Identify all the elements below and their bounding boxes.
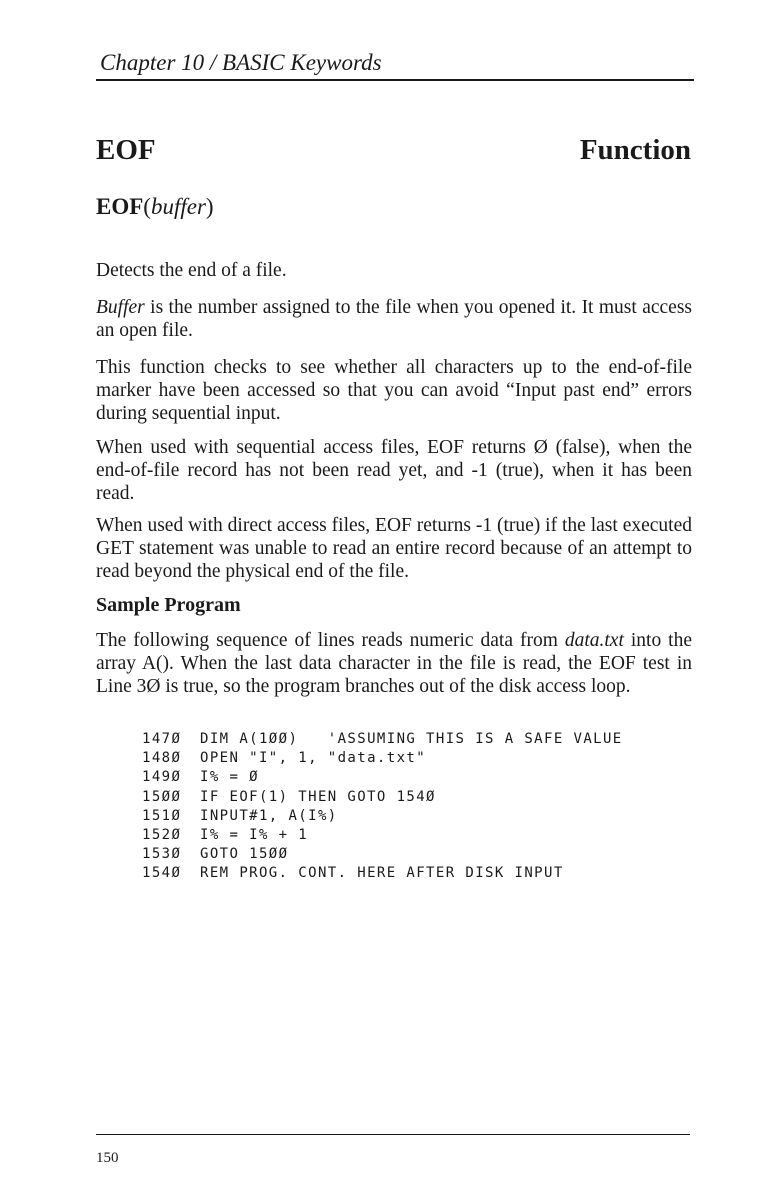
code-line-number: 147Ø xyxy=(142,731,182,747)
purpose-paragraph: This function checks to see whether all characters up to the end-of-file marker have been accessed so that you can avoid “Input past end” errors during sequential input. xyxy=(96,357,692,424)
code-line-number: 15ØØ xyxy=(142,788,182,805)
code-line-number: 153Ø xyxy=(142,846,182,863)
keyword-type: Function xyxy=(579,134,691,166)
code-line-number: 154Ø xyxy=(142,865,182,882)
buffer-term: Buffer xyxy=(96,297,145,318)
sample-program-heading: Sample Program xyxy=(96,594,241,616)
page-number: 150 xyxy=(96,1150,119,1166)
code-line xyxy=(142,749,623,768)
code-statement: OPEN "I", 1, "data.txt" xyxy=(200,750,427,767)
sample-intro-start: The following sequence of lines reads numeric data from xyxy=(96,630,565,651)
code-line-number: 151Ø xyxy=(142,807,182,824)
buffer-description: is the number assigned to the file when you opened it. It must access an open file. xyxy=(96,297,692,341)
code-line xyxy=(142,826,623,845)
code-statement: I% = Ø xyxy=(200,769,259,786)
code-statement: INPUT#1, A(I%) xyxy=(200,807,338,824)
code-line-number: 152Ø xyxy=(142,827,182,844)
description-paragraph: Detects the end of a file. xyxy=(96,260,287,281)
code-listing xyxy=(142,730,623,884)
sample-intro-paragraph xyxy=(96,629,692,698)
keyword-title: EOF xyxy=(96,134,156,166)
code-statement: DIM A(1ØØ) 'ASSUMING THIS IS A SAFE VALUE xyxy=(200,731,623,747)
footer-rule xyxy=(96,1134,690,1135)
running-head: Chapter 10 / BASIC Keywords xyxy=(100,50,382,75)
code-statement: I% = I% + 1 xyxy=(200,827,309,844)
code-statement: IF EOF(1) THEN GOTO 154Ø xyxy=(200,788,436,805)
code-line xyxy=(142,807,623,826)
code-line xyxy=(142,768,623,787)
code-line-number: 148Ø xyxy=(142,750,182,767)
syntax-line xyxy=(96,193,214,221)
buffer-paragraph xyxy=(96,296,692,342)
syntax-argument: buffer xyxy=(150,194,206,219)
syntax-keyword: EOF xyxy=(96,194,144,219)
code-line xyxy=(142,864,623,883)
syntax-open-paren: ( xyxy=(143,194,151,219)
syntax-close-paren: ) xyxy=(205,194,214,219)
code-statement: REM PROG. CONT. HERE AFTER DISK INPUT xyxy=(200,865,564,882)
code-line xyxy=(142,730,623,749)
direct-access-paragraph: When used with direct access files, EOF returns -1 (true) if the last executed GET statement was unable to read an entire record because of an attempt to read beyond the physical end of the file. xyxy=(96,515,692,582)
code-line-number: 149Ø xyxy=(142,769,182,786)
code-line xyxy=(142,845,623,864)
data-file-name: data.txt xyxy=(564,630,624,651)
sample-intro-end: into the array A(). When the last data character in the file is read, the EOF test in Line 3Ø is true, so the program branches out of the disk access loop. xyxy=(96,630,692,697)
sequential-paragraph: When used with sequential access files, EOF returns Ø (false), when the end-of-file record has not been read yet, and -1 (true), when it has been read. xyxy=(96,437,692,504)
code-line xyxy=(142,788,623,807)
header-rule xyxy=(96,79,694,81)
code-statement: GOTO 15ØØ xyxy=(200,846,289,863)
